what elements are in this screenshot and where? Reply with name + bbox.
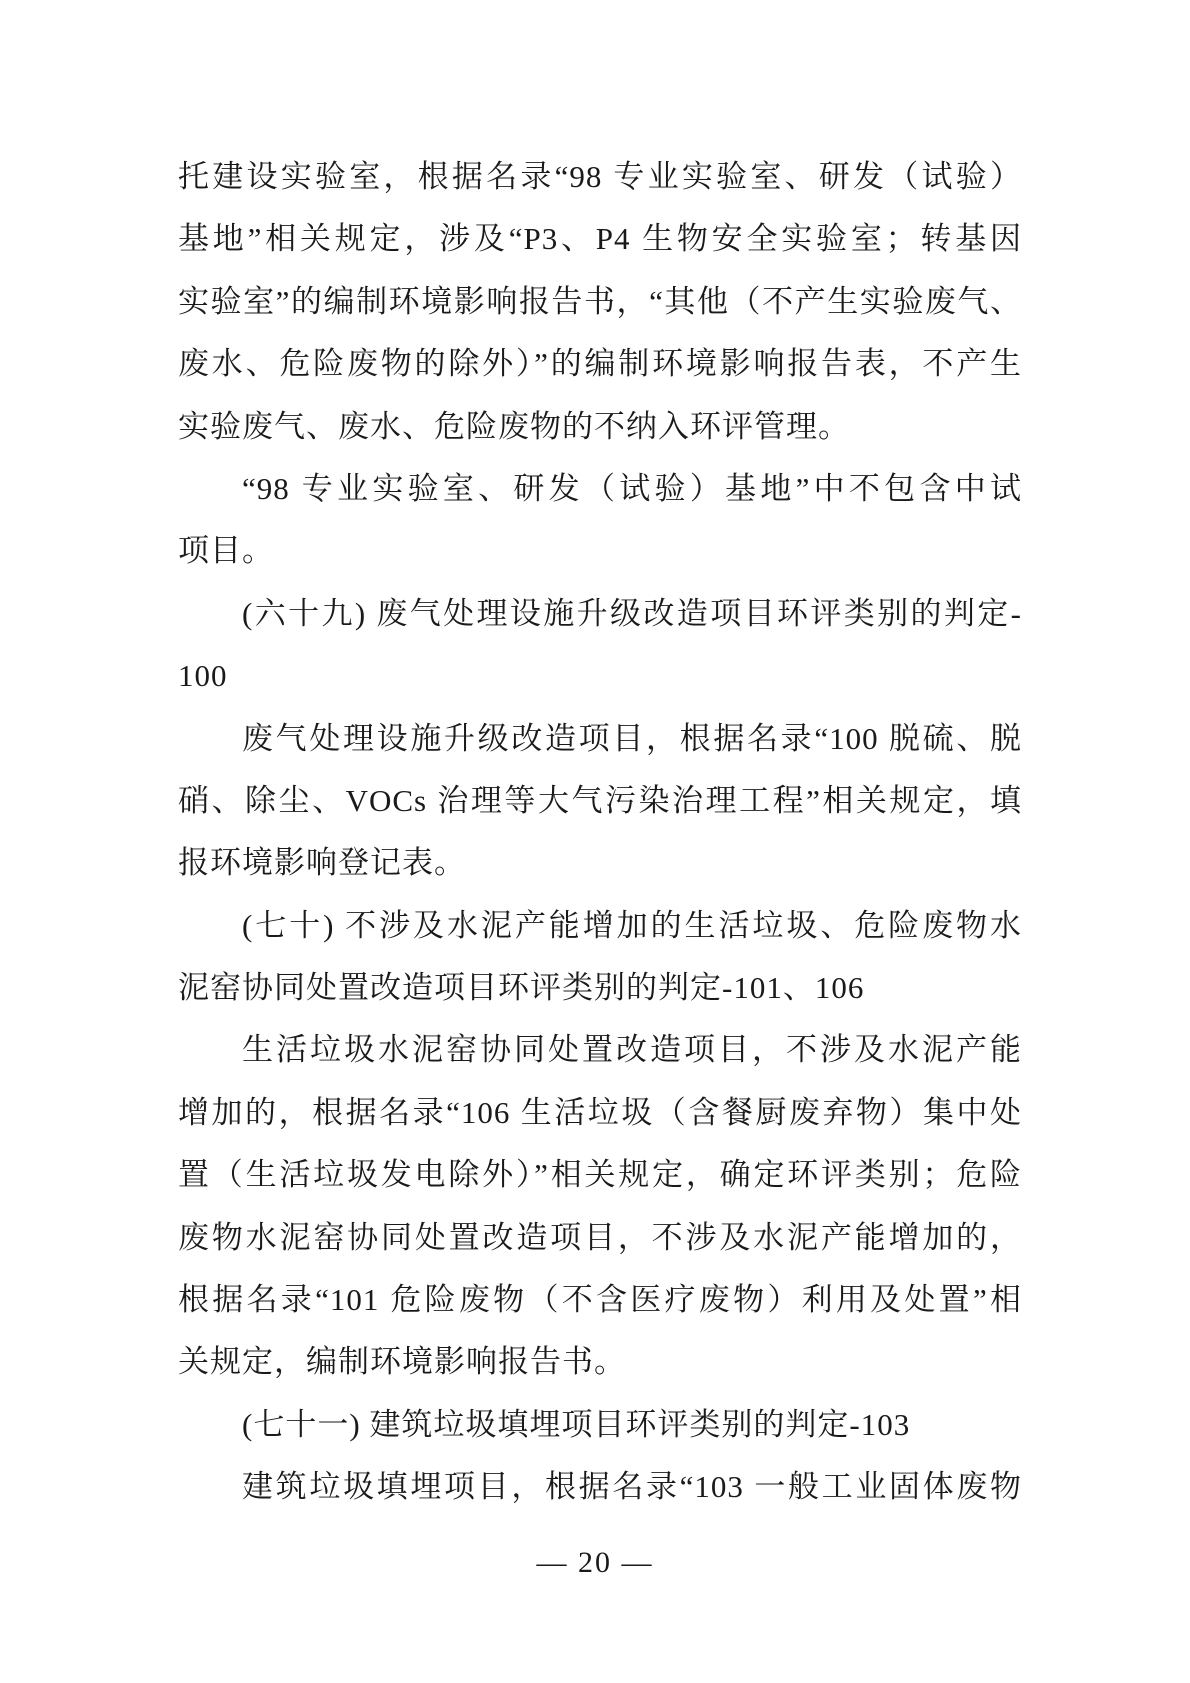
text-line: 废物水泥窑协同处置改造项目，不涉及水泥产能增加的， [178, 1219, 1022, 1255]
document-body [178, 146, 1022, 1519]
section-heading-line: 泥窑协同处置改造项目环评类别的判定-101、106 [178, 970, 865, 1006]
text-line: 基地”相关规定，涉及“P3、P4 生物安全实验室；转基因 [178, 221, 1022, 257]
text-line: 置（生活垃圾发电除外）”相关规定，确定环评类别；危险 [178, 1157, 1022, 1193]
text-line: 实验室”的编制环境影响报告书，“其他（不产生实验废气、 [178, 283, 1022, 319]
text-line: 废水、危险废物的除外）”的编制环境影响报告表，不产生 [178, 346, 1022, 382]
text-line: 废气处理设施升级改造项目，根据名录“100 脱硫、脱 [242, 720, 1022, 756]
text-line: 硝、除尘、VOCs 治理等大气污染治理工程”相关规定，填 [178, 782, 1022, 818]
text-line: 项目。 [178, 533, 274, 569]
section-heading-line: (七十一) 建筑垃圾填埋项目环评类别的判定-103 [242, 1406, 911, 1442]
page-number: — 20 — [536, 1546, 654, 1579]
text-line: 建筑垃圾填埋项目，根据名录“103 一般工业固体废物 [242, 1469, 1022, 1505]
text-line: 根据名录“101 危险废物（不含医疗废物）利用及处置”相 [178, 1282, 1022, 1318]
text-line: 实验废气、废水、危险废物的不纳入环评管理。 [178, 408, 850, 444]
text-line: “98 专业实验室、研发（试验）基地”中不包含中试 [242, 470, 1022, 506]
text-line: 生活垃圾水泥窑协同处置改造项目，不涉及水泥产能 [242, 1032, 1022, 1068]
section-heading-line: 100 [178, 658, 228, 694]
text-line: 托建设实验室，根据名录“98 专业实验室、研发（试验） [178, 159, 1022, 194]
section-heading-line: (七十) 不涉及水泥产能增加的生活垃圾、危险废物水 [242, 907, 1022, 943]
section-heading-line: (六十九) 废气处理设施升级改造项目环评类别的判定- [242, 595, 1022, 631]
text-line: 关规定，编制环境影响报告书。 [178, 1344, 626, 1380]
text-line: 报环境影响登记表。 [178, 845, 466, 881]
text-line: 增加的，根据名录“106 生活垃圾（含餐厨废弃物）集中处 [178, 1094, 1022, 1130]
